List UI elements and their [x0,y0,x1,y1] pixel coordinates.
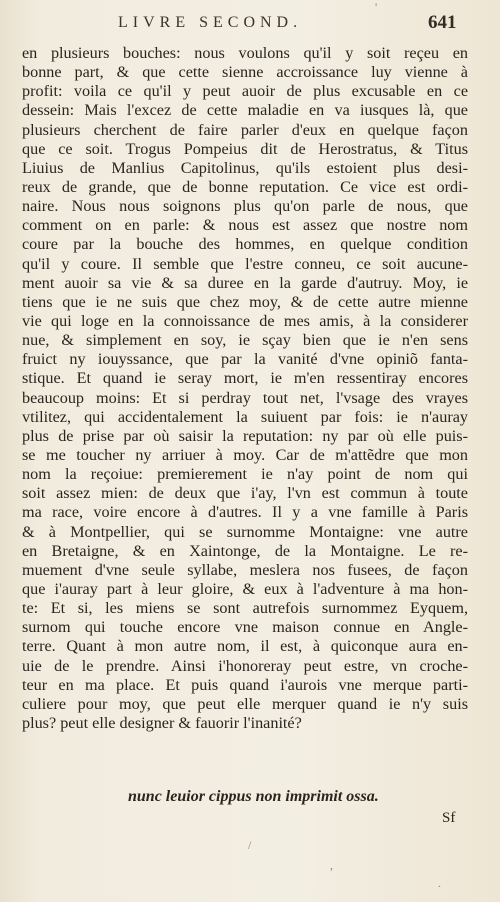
text-line: dessein: Mais l'excez de cette maladie en va iusques là, que [22,101,468,120]
paper-speck: / [248,838,252,852]
text-line: plus de prise par où saisir la reputation: ny par où elle puis- [22,426,468,445]
text-line: vtilitez, qui accidentalement la suiuent par fois: ie n'auray [22,407,468,426]
text-line: reux de grande, que de bonne reputation. Ce vice est ordi- [22,177,468,196]
text-line: coure par la bouche des hommes, en quelque condition [22,235,468,254]
text-line: comment on en parle: & nous est assez que nostre nom [22,216,468,235]
text-line: profit: voila ce qu'il y peut auoir de plus excusable en ce [22,82,468,101]
text-line: plus? peut elle designer & fauorir l'inanité? [22,713,302,732]
text-line: que i'auray part à leur gloire, & eux à l'adventure à ma hon- [22,579,468,598]
paper-speck: ' [375,0,378,14]
text-line: surnom qui touche encore vne maison connue en Angle- [22,618,468,637]
text-line: qu'il y coure. Il semble que l'estre conneu, ce soit aucune- [22,254,468,273]
text-line: naire. Nous nous soignons plus qu'on parle de nous, que [22,197,468,216]
body-text [22,44,468,733]
page-header [0,10,500,40]
text-line: que ce soit. Trogus Pompeius dit de Herostratus, & Titus [22,139,468,158]
page-number: 641 [428,12,457,33]
text-line: uie de le prendre. Ainsi i'honoreray peut estre, vn croche- [22,656,468,675]
text-line: fruict ny iouyssance, que par la vanité d'vne opiniõ fanta- [22,350,468,369]
text-line: se me toucher ny arriuer à moy. Car de m'attẽdre que mon [22,445,468,464]
text-line: terre. Quant à mon autre nom, il est, à quiconque aura en- [22,637,468,656]
text-line: plusieurs cherchent de faire parler d'eux en quelque façon [22,120,468,139]
running-head: LIVRE SECOND. [118,14,303,31]
text-line: soit assez mien: de deux que i'ay, l'vn est commun à toute [22,484,468,503]
paper-speck: . [438,876,441,890]
text-line: teur en ma place. Et puis quand i'aurois vne merque parti- [22,675,468,694]
text-line: & à Montpellier, qui se surnomme Montaigne: vne autre [22,522,468,541]
text-line: te: Et si, les miens se sont autrefois surnommez Eyquem, [22,599,468,618]
paper-speck: , [330,858,333,872]
catchword: Sf [442,810,456,826]
text-line: en plusieurs bouches: nous voulons qu'il y soit reçeu en [22,44,468,62]
text-line: ma race, voire encore à d'autres. Il y a vne famille à Paris [22,503,468,522]
latin-quotation: nunc leuior cippus non imprimit ossa. [128,788,379,805]
text-line: en Bretaigne, & en Xaintonge, de la Montaigne. Le re- [22,541,468,560]
text-line: ment auoir sa vie & sa duree en la garde d'autruy. Moy, ie [22,273,468,292]
text-line: culiere pour moy, que peut elle merquer quand ie n'y suis [22,694,468,713]
text-line: bonne part, & que cette sienne accroissance luy vienne à [22,63,468,82]
text-line: muement d'vne seule syllabe, meslera nos fusees, de façon [22,560,468,579]
text-line: vie qui loge en la connoissance de mes amis, à la considerer [22,311,468,330]
text-line: Liuius de Manlius Capitolinus, qu'ils estoient plus desi- [22,158,468,177]
text-line: beaucoup moins: Et si perdray tout net, l'vsage des vrayes [22,388,468,407]
text-line: tiens que ie ne suis que chez moy, & de cette autre mienne [22,292,468,311]
text-line: nom la reçoiue: premierement ie n'ay point de nom qui [22,465,468,484]
text-line: stique. Et quand ie seray mort, ie m'en ressentiray encores [22,369,468,388]
text-line: nue, & simplement en soy, ie sçay bien que ie n'en sens [22,331,468,350]
